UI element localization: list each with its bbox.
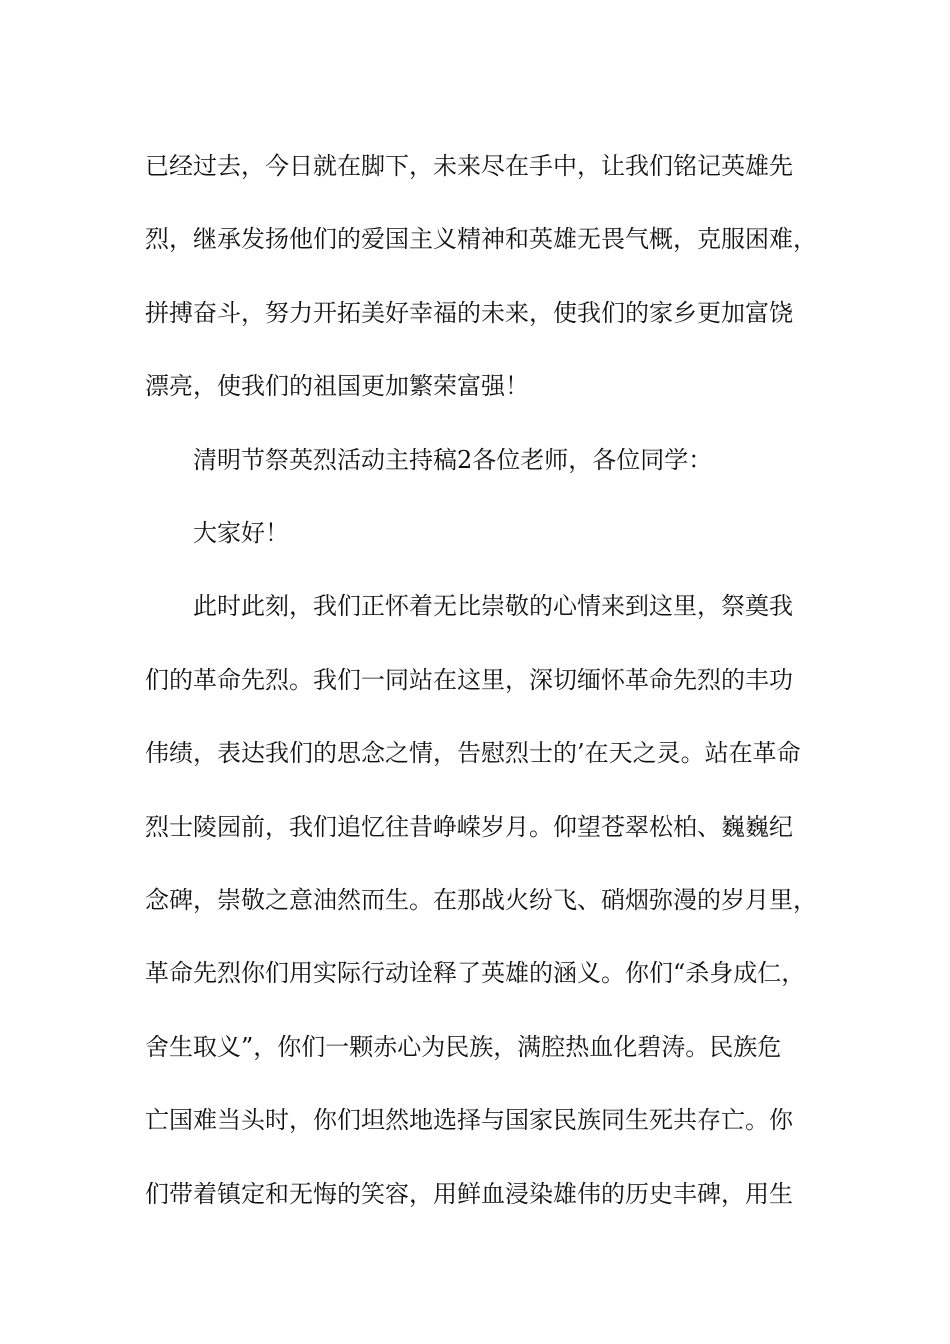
text-line: 已经过去，今日就在脚下，未来尽在手中，让我们铭记英雄先 [145, 152, 793, 180]
text-line: 拼搏奋斗，努力开拓美好幸福的未来，使我们的家乡更加富饶 [145, 298, 793, 327]
paragraph-2 [145, 424, 835, 497]
text-line: 念碑，崇敬之意油然而生。在那战火纷飞、硝烟弥漫的岁月里， [145, 886, 817, 915]
body-text [145, 130, 835, 1231]
text-line: 伟绩，表达我们的思念之情，告慰烈士的’在天之灵。站在革命 [145, 739, 801, 768]
text-line: 烈士陵园前，我们追忆往昔峥嵘岁月。仰望苍翠松柏、巍巍纪 [145, 812, 793, 841]
paragraph-3 [145, 497, 835, 570]
text-line: 烈，继承发扬他们的爱国主义精神和英雄无畏气概，克服困难， [145, 225, 817, 254]
text-line: 舍生取义”，你们一颗赤心为民族，满腔热血化碧涛。民族危 [145, 1032, 782, 1061]
paragraph-4 [145, 570, 835, 1231]
text-line: 漂亮，使我们的祖国更加繁荣富强！ [145, 372, 529, 401]
text-line: 亡国难当头时，你们坦然地选择与国家民族同生死共存亡。你 [145, 1106, 793, 1135]
text-line: 革命先烈你们用实际行动诠释了英雄的涵义。你们“杀身成仁， [145, 959, 806, 988]
text-line: 们带着镇定和无悔的笑容，用鲜血浸染雄伟的历史丰碑，用生 [145, 1179, 793, 1208]
text-line: 清明节祭英烈活动主持稿2各位老师，各位同学： [193, 445, 713, 474]
paragraph-1 [145, 130, 835, 424]
text-line: 们的革命先烈。我们一同站在这里，深切缅怀革命先烈的丰功 [145, 665, 793, 694]
text-line: 此时此刻，我们正怀着无比崇敬的心情来到这里，祭奠我 [193, 592, 793, 621]
text-line: 大家好！ [193, 519, 289, 548]
